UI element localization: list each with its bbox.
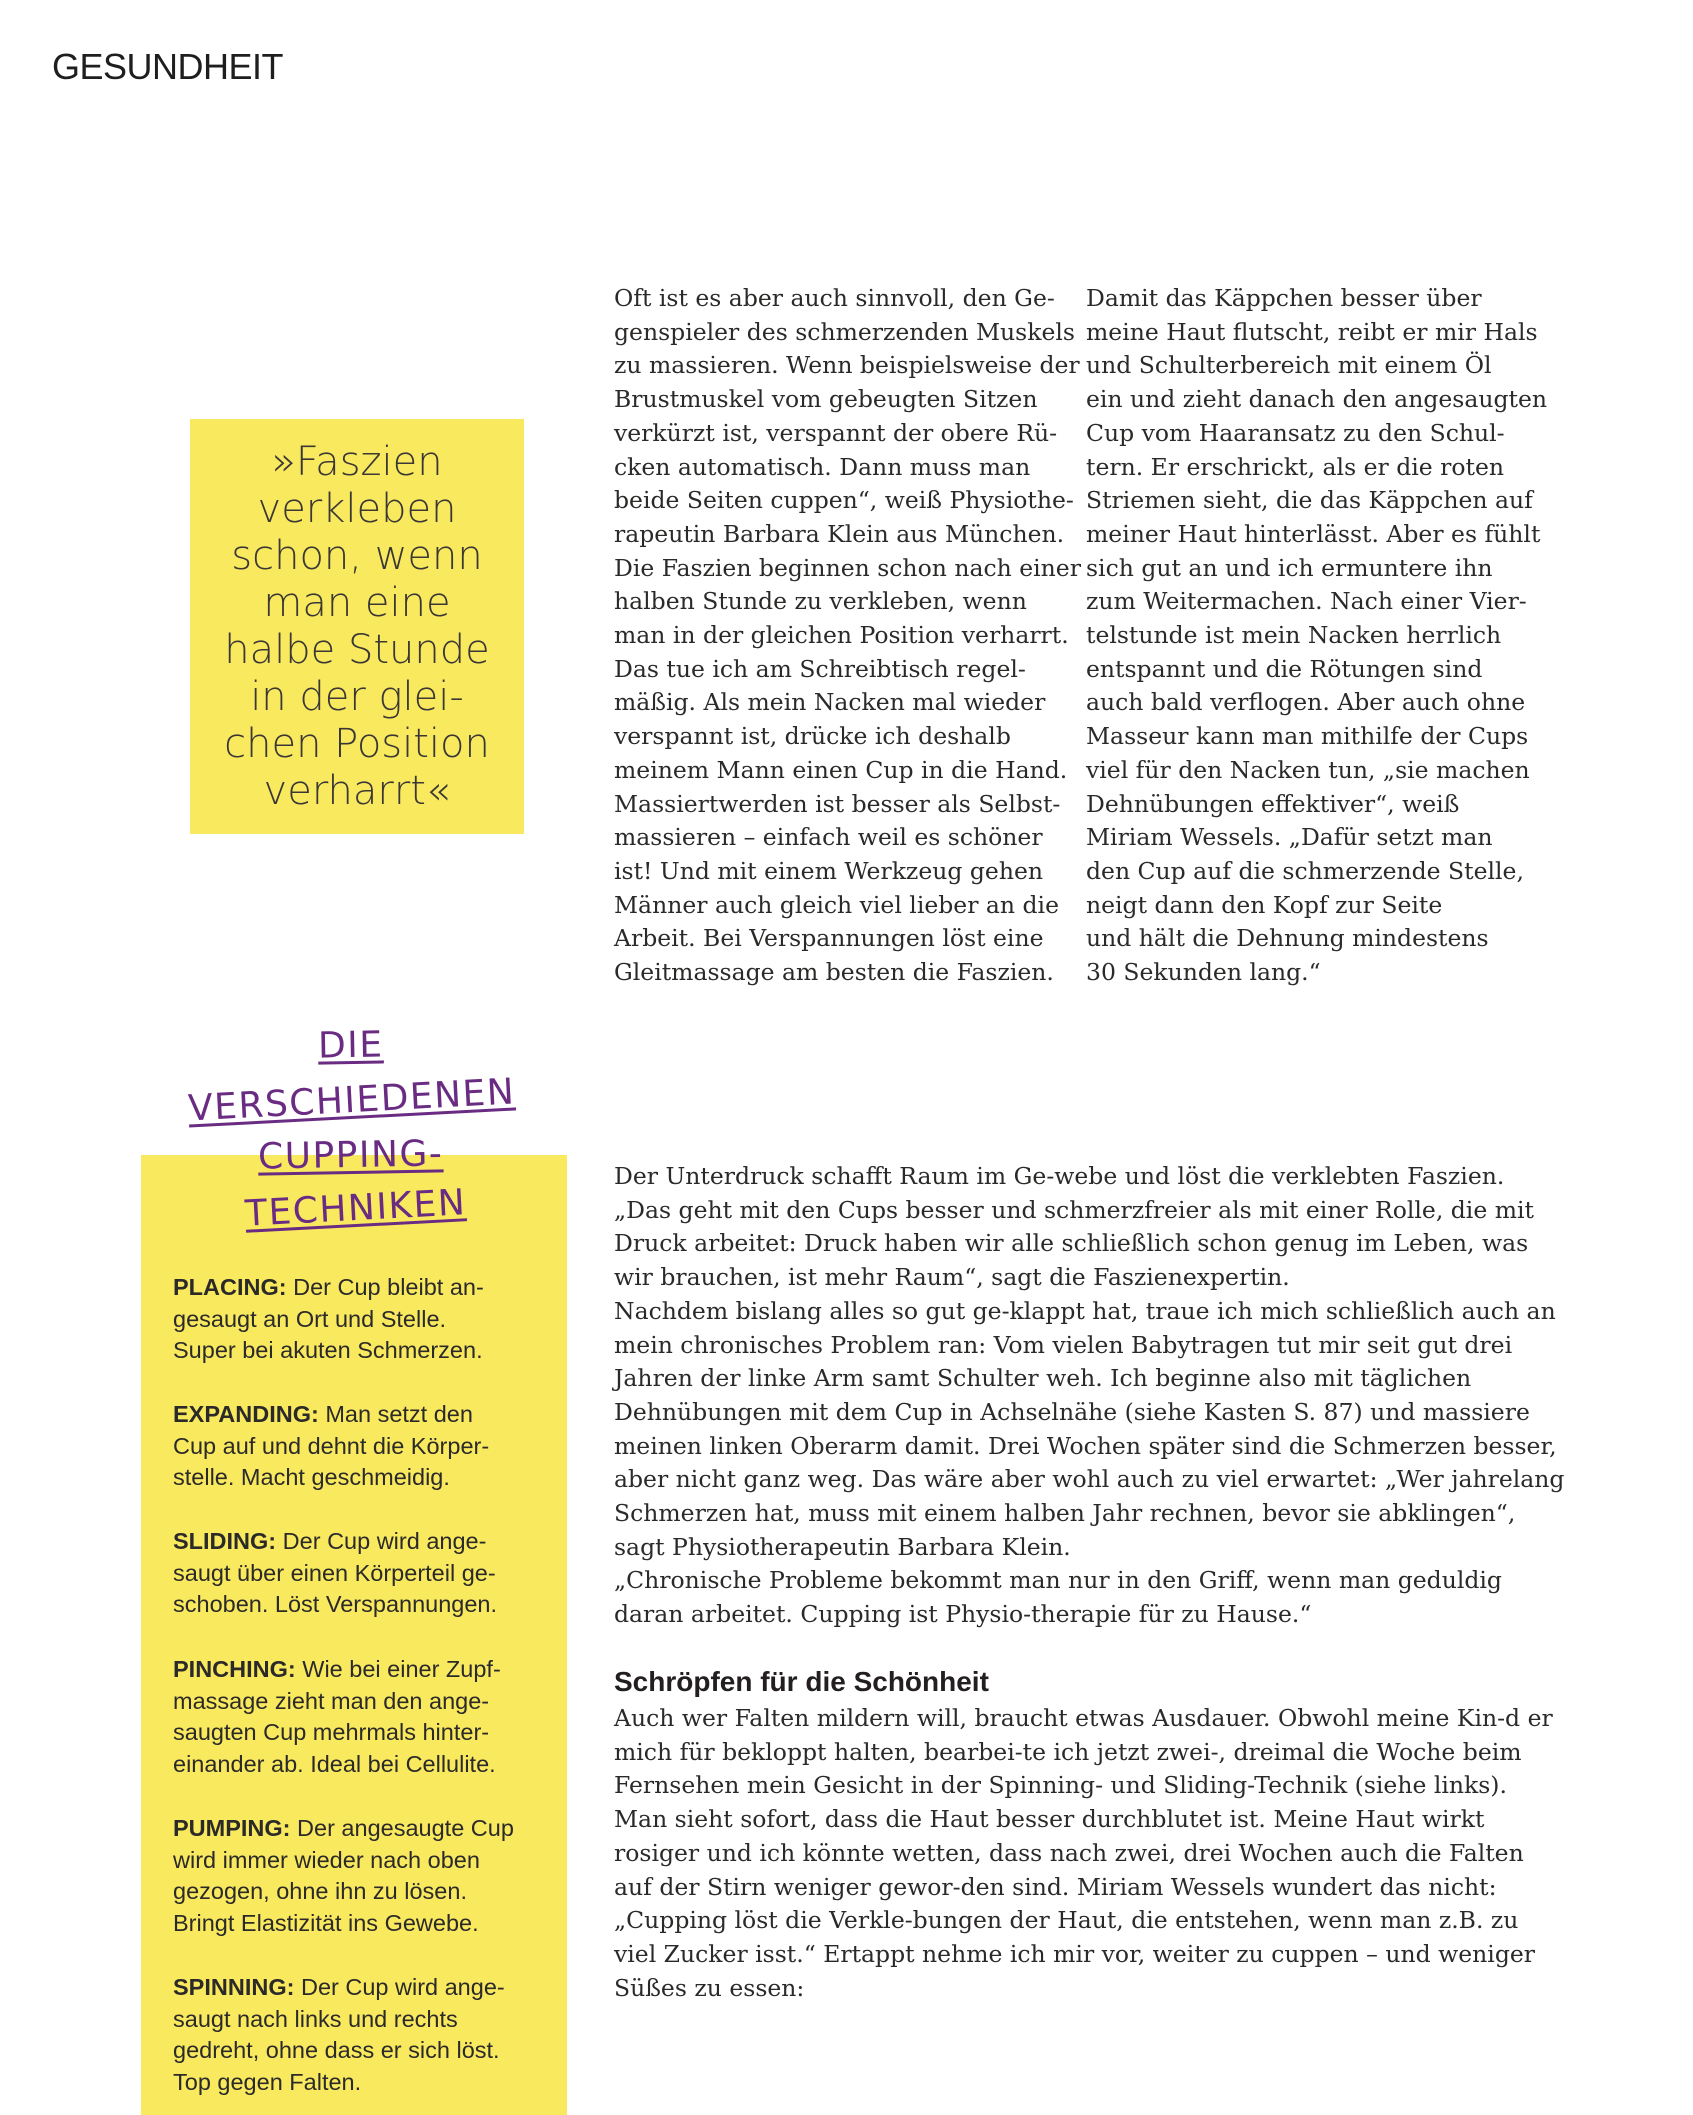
text-line: telstunde ist mein Nacken herrlich <box>1086 621 1502 650</box>
text-column-left <box>614 282 1081 990</box>
technique-text: massage zieht man den ange- <box>173 1687 490 1714</box>
text-line: Masseur kann man mithilfe der Cups <box>1086 722 1529 751</box>
text-line: Das tue ich am Schreibtisch regel- <box>614 654 1026 683</box>
text-line: entspannt und die Rötungen sind <box>1086 654 1483 683</box>
text-line: mäßig. Als mein Nacken mal wieder <box>614 688 1046 717</box>
text-line: sagt Physiotherapeutin Barbara Klein. <box>614 1532 1071 1561</box>
section-label: GESUNDHEIT <box>52 46 284 87</box>
text-line: man in der gleichen Position verharrt. <box>614 621 1069 650</box>
text-line: halben Stunde zu verkleben, wenn <box>614 587 1027 616</box>
text-line: rapeutin Barbara Klein aus München. <box>614 519 1065 548</box>
technique-text: saugt nach links und rechts <box>173 2005 458 2032</box>
text-line: Fernsehen mein Gesicht in der Spinning- und Sliding-Technik (siehe links). <box>614 1771 1507 1800</box>
technique-text: Man setzt den <box>318 1401 473 1427</box>
pull-quote-line: halbe Stunde <box>224 627 490 673</box>
text-line: neigt dann den Kopf zur Seite <box>1086 890 1443 919</box>
text-line: Die Faszien beginnen schon nach einer <box>614 553 1081 582</box>
technique-pumping <box>173 1813 553 1939</box>
technique-text: saugt über einen Körperteil ge- <box>173 1559 496 1586</box>
text-line: Nachdem bislang alles so gut ge-klappt hat, traue ich mich schließlich auch an <box>614 1296 1556 1325</box>
technique-text: Der Cup wird ange- <box>276 1528 487 1554</box>
text-line: Der Unterdruck schafft Raum im Ge-webe und löst die verklebten Faszien. <box>614 1162 1505 1190</box>
text-line: zum Weitermachen. Nach einer Vier- <box>1086 587 1527 616</box>
text-line: und hält die Dehnung mindestens <box>1086 924 1489 953</box>
technique-name: EXPANDING: <box>173 1401 319 1427</box>
text-line: und Schulterbereich mit einem Öl <box>1086 351 1492 380</box>
pull-quote-line: verkleben <box>257 486 457 532</box>
text-line: massieren – einfach weil es schöner <box>614 823 1043 852</box>
technique-name: SPINNING: <box>173 1974 295 2000</box>
technique-text: Der Cup bleibt an- <box>286 1274 484 1300</box>
techniques-heading-line: DIE <box>317 1024 384 1067</box>
text-line: meine Haut flutscht, reibt er mir Hals <box>1086 317 1538 346</box>
technique-text: saugten Cup mehrmals hinter- <box>173 1719 490 1745</box>
text-line: daran arbeitet. Cupping ist Physio-therapie für zu Hause.“ <box>614 1600 1312 1629</box>
text-line: beide Seiten cuppen“, weiß Physiothe- <box>614 486 1074 515</box>
main-text <box>614 1160 1565 1632</box>
techniques-heading <box>150 1020 570 1240</box>
text-line: meinem Mann einen Cup in die Hand. <box>614 755 1068 784</box>
text-line: cken automatisch. Dann muss man <box>614 452 1031 481</box>
text-line: wir brauchen, ist mehr Raum“, sagt die Faszienexpertin. <box>614 1263 1290 1292</box>
text-line: tern. Er erschrickt, als er die roten <box>1086 452 1505 481</box>
text-line: aber nicht ganz weg. Das wäre aber wohl auch zu viel erwartet: „Wer jahrelang <box>614 1465 1565 1494</box>
text-line: den Cup auf die schmerzende Stelle, <box>1086 856 1524 885</box>
technique-text: einander ab. Ideal bei Cellulite. <box>173 1750 496 1777</box>
text-line: Damit das Käppchen besser über <box>1086 284 1482 312</box>
technique-name: PINCHING: <box>173 1656 296 1682</box>
technique-name: PUMPING: <box>173 1815 291 1841</box>
text-line: verspannt ist, drücke ich deshalb <box>614 722 1011 751</box>
text-column-right <box>1086 282 1548 990</box>
technique-text: Der angesaugte Cup <box>290 1815 514 1841</box>
pull-quote-line: chen Position <box>224 721 490 767</box>
text-line: sich gut an und ich ermuntere ihn <box>1086 553 1493 582</box>
text-line: auch bald verflogen. Aber auch ohne <box>1086 688 1526 717</box>
technique-expanding <box>173 1399 553 1494</box>
pull-quote-line: man eine <box>263 580 451 626</box>
technique-text: Super bei akuten Schmerzen. <box>173 1337 483 1363</box>
techniques-heading-line: TECHNIKEN <box>244 1182 468 1235</box>
technique-name: SLIDING: <box>173 1528 277 1554</box>
technique-sliding <box>173 1526 553 1621</box>
text-line: Oft ist es aber auch sinnvoll, den Ge- <box>614 284 1055 312</box>
text-line: viel Zucker isst.“ Ertappt nehme ich mir vor, weiter zu cuppen – und weniger <box>614 1939 1536 1968</box>
beauty-text <box>614 1702 1553 2005</box>
pull-quote-line: schon, wenn <box>231 533 483 579</box>
text-line: „Das geht mit den Cups besser und schmerzfreier als mit einer Rolle, die mit <box>614 1195 1534 1224</box>
text-line: meiner Haut hinterlässt. Aber es fühlt <box>1086 519 1541 548</box>
technique-spinning <box>173 1972 553 2098</box>
text-line: Männer auch gleich viel lieber an die <box>614 890 1059 919</box>
beauty-subheading: Schröpfen für die Schönheit <box>614 1666 989 1697</box>
text-line: ist! Und mit einem Werkzeug gehen <box>614 856 1044 885</box>
technique-text: wird immer wieder nach oben <box>173 1846 480 1873</box>
text-line: Auch wer Falten mildern will, braucht etwas Ausdauer. Obwohl meine Kin-d er <box>614 1704 1553 1732</box>
technique-text: gesaugt an Ort und Stelle. <box>173 1305 447 1332</box>
text-line: mein chronisches Problem ran: Vom vielen Babytragen tut mir seit gut drei <box>614 1330 1513 1359</box>
text-line: „Cupping löst die Verkle-bungen der Haut, die entstehen, wenn man z.B. zu <box>614 1906 1519 1935</box>
techniques-heading-line: VERSCHIEDENEN <box>187 1071 517 1130</box>
technique-text: Bringt Elastizität ins Gewebe. <box>173 1909 479 1936</box>
technique-text: Der Cup wird ange- <box>294 1974 505 2000</box>
text-line: genspieler des schmerzenden Muskels <box>614 317 1075 346</box>
text-line: ein und zieht danach den angesaugten <box>1086 385 1548 414</box>
text-line: Gleitmassage am besten die Faszien. <box>614 958 1054 987</box>
pull-quote-line: in der glei- <box>250 674 464 720</box>
text-line: viel für den Nacken tun, „sie machen <box>1086 755 1530 784</box>
text-line: Schmerzen hat, muss mit einem halben Jahr rechnen, bevor sie abklingen“, <box>614 1499 1516 1528</box>
text-line: zu massieren. Wenn beispielsweise der <box>614 351 1080 380</box>
text-line: meinen linken Oberarm damit. Drei Wochen später sind die Schmerzen besser, <box>614 1431 1557 1460</box>
text-line: Jahren der linke Arm samt Schulter weh. Ich beginne also mit täglichen <box>614 1364 1472 1393</box>
technique-text: gedreht, ohne dass er sich löst. <box>173 2037 500 2063</box>
text-line: Süßes zu essen: <box>614 1973 805 2002</box>
text-line: „Chronische Probleme bekommt man nur in den Griff, wenn man geduldig <box>614 1566 1502 1595</box>
text-line: Striemen sieht, die das Käppchen auf <box>1086 486 1533 515</box>
technique-text: schoben. Löst Verspannungen. <box>173 1591 498 1617</box>
technique-text: Top gegen Falten. <box>173 2068 362 2095</box>
text-line: Miriam Wessels. „Dafür setzt man <box>1086 823 1493 852</box>
text-line: Druck arbeitet: Druck haben wir alle schließlich schon genug im Leben, was <box>614 1229 1529 1258</box>
technique-text: Wie bei einer Zupf- <box>295 1656 501 1682</box>
text-line: auf der Stirn weniger gewor-den sind. Miriam Wessels wundert das nicht: <box>614 1872 1497 1901</box>
text-line: Brustmuskel vom gebeugten Sitzen <box>614 385 1038 414</box>
technique-placing <box>173 1272 553 1367</box>
technique-text: Cup auf und dehnt die Körper- <box>173 1432 490 1459</box>
techniques-heading-line: CUPPING- <box>257 1133 444 1178</box>
text-line: rosiger und ich könnte wetten, dass nach zwei, drei Wochen auch die Falten <box>614 1838 1524 1867</box>
text-line: verkürzt ist, verspannt der obere Rü- <box>614 418 1058 447</box>
text-line: Massiertwerden ist besser als Selbst- <box>614 789 1061 818</box>
technique-name: PLACING: <box>173 1274 287 1300</box>
pull-quote-line: verharrt« <box>263 768 451 814</box>
text-line: Arbeit. Bei Verspannungen löst eine <box>614 924 1044 953</box>
text-line: Man sieht sofort, dass die Haut besser durchblutet ist. Meine Haut wirkt <box>614 1805 1485 1834</box>
text-line: Dehnübungen effektiver“, weiß <box>1086 789 1460 818</box>
technique-text: stelle. Macht geschmeidig. <box>173 1464 450 1490</box>
text-line: Cup vom Haaransatz zu den Schul- <box>1086 418 1505 447</box>
pull-quote <box>190 419 524 834</box>
technique-text: gezogen, ohne ihn zu lösen. <box>173 1878 467 1904</box>
text-line: Dehnübungen mit dem Cup in Achselnähe (siehe Kasten S. 87) und massiere <box>614 1397 1530 1426</box>
text-line: mich für bekloppt halten, bearbei-te ich jetzt zwei-, dreimal die Woche beim <box>614 1737 1522 1766</box>
pull-quote-line: »Faszien <box>271 439 443 485</box>
text-line: 30 Sekunden lang.“ <box>1086 958 1321 987</box>
technique-pinching <box>173 1654 553 1780</box>
